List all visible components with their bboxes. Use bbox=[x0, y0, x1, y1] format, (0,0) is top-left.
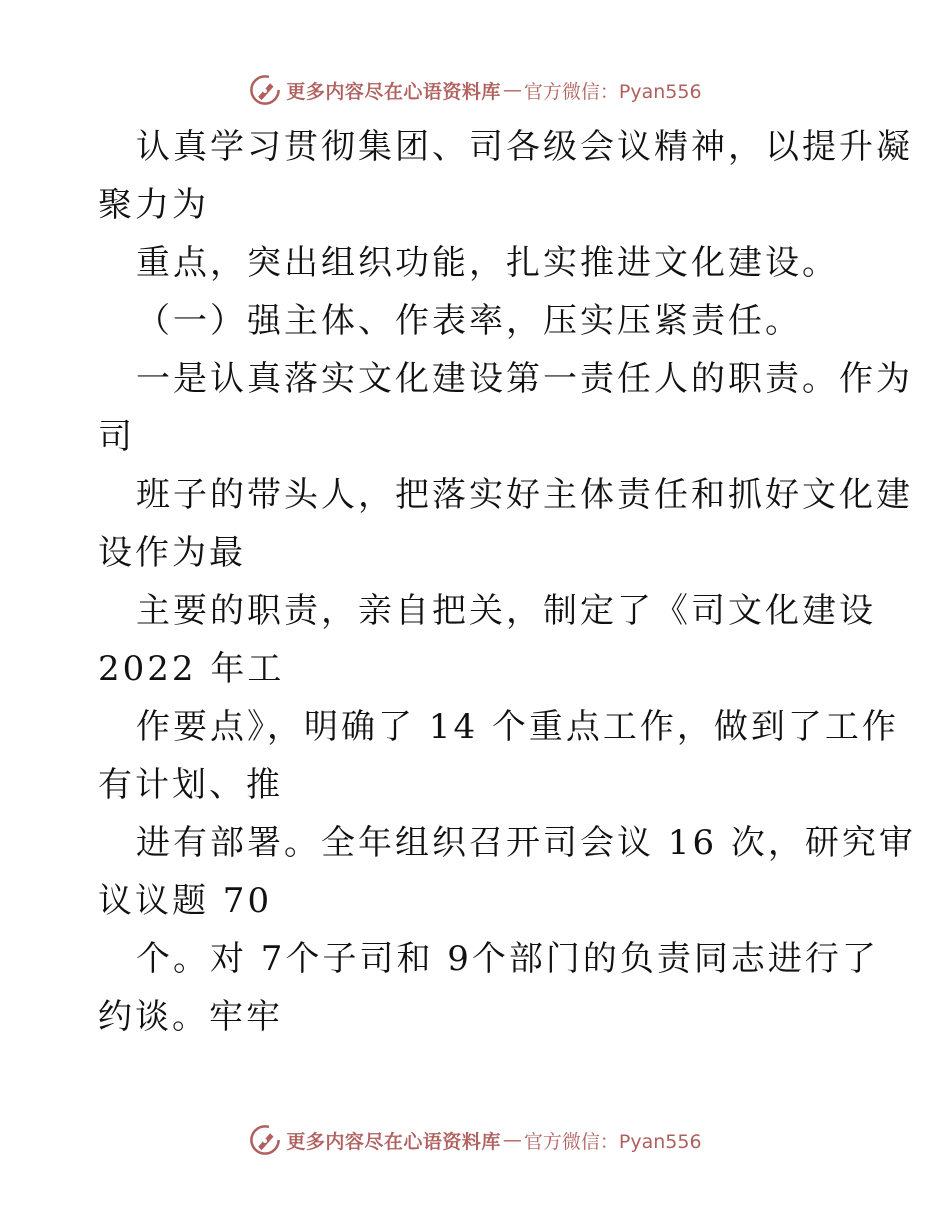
text-line: 进有部署。全年组织召开司会议 16 次，研究审 bbox=[136, 823, 916, 863]
text-line: 重点，突出组织功能，扎实推进文化建设。 bbox=[136, 243, 839, 283]
pen-nib-logo-icon bbox=[248, 1123, 282, 1157]
text-line: 司 bbox=[98, 417, 135, 457]
text-line: 主要的职责，亲自把关，制定了《司文化建设 bbox=[136, 591, 876, 631]
watermark-text: 更多内容尽在心语资料库 bbox=[286, 1130, 501, 1153]
text-line: 个。对 7个子司和 9个部门的负责同志进行了 bbox=[136, 939, 879, 979]
watermark-text: 更多内容尽在心语资料库 bbox=[286, 80, 501, 103]
text-line: 2022 年工 bbox=[98, 649, 285, 689]
text-line: 约谈。牢牢 bbox=[98, 997, 283, 1037]
text-line: 有计划、推 bbox=[98, 765, 283, 805]
footer-watermark bbox=[0, 1120, 950, 1160]
watermark-separator: — bbox=[502, 79, 522, 101]
paragraph bbox=[98, 118, 916, 1046]
watermark-contact: 官方微信：Pyan556 bbox=[523, 1130, 702, 1153]
text-line: 班子的带头人，把落实好主体责任和抓好文化建 bbox=[136, 475, 913, 515]
text-line: 聚力为 bbox=[98, 185, 209, 225]
header-watermark bbox=[0, 70, 950, 110]
watermark-contact: 官方微信：Pyan556 bbox=[523, 80, 702, 103]
text-line: 设作为最 bbox=[98, 533, 246, 573]
section-heading: （一）强主体、作表率，压实压紧责任。 bbox=[136, 301, 802, 341]
text-line: 认真学习贯彻集团、司各级会议精神，以提升凝 bbox=[136, 127, 913, 167]
pen-nib-logo-icon bbox=[248, 73, 282, 107]
watermark-separator: — bbox=[502, 1129, 522, 1151]
document-body bbox=[98, 118, 916, 1046]
text-line: 作要点》，明确了 14 个重点工作，做到了工作 bbox=[136, 707, 899, 747]
text-line: 议议题 70 bbox=[98, 881, 273, 921]
text-line: 一是认真落实文化建设第一责任人的职责。作为 bbox=[136, 359, 913, 399]
